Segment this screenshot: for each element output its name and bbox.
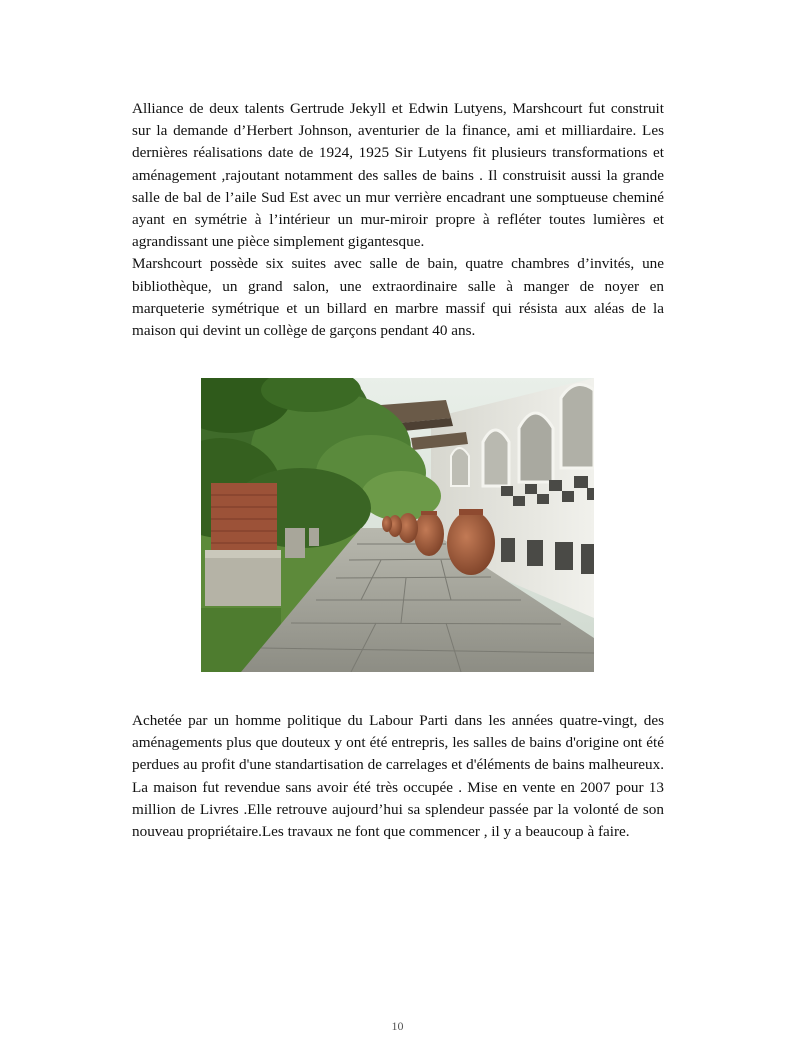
page-number: 10 xyxy=(391,1019,404,1033)
garden-pergola-photo xyxy=(201,378,594,672)
text-block-bottom xyxy=(132,710,664,843)
paragraph-rooms: Marshcourt possède six suites avec salle de bain, quatre chambres d’invités, une bibliothèque, un grand salon, une extraordinaire salle à manger de noyer en marqueterie symétrique et un billard en marbre massif qui résista aux aléas de la maison qui devint un collège de garçons pendant 40 ans. xyxy=(132,255,664,340)
paragraph-sale: Achetée par un homme politique du Labour Parti dans les années quatre-vingt, des aménagements plus que douteux y ont été entrepris, les salles de bains d'origine ont été perdues au profit d'une standartisation de carrelages et d'éléments de bains malheureux. La maison fut revendue sans avoir été très occupée . Mise en vente en 2007 pour 13 million de Livres .Elle retrouve aujourd’hui sa splendeur passée par la volonté de son nouveau propriétaire.Les travaux ne font que commencer , il y a beaucoup à faire. xyxy=(132,712,664,841)
text-block-top xyxy=(132,98,664,342)
paragraph-history: Alliance de deux talents Gertrude Jekyll et Edwin Lutyens, Marshcourt fut construit sur la demande d’Herbert Johnson, aventurier de la finance, ami et milliardaire. Les dernières réalisations date de 1924, 1925 Sir Lutyens fit plusieurs transformations et aménagement ,rajoutant notamment des salles de bains . Il construisit aussi la grande salle de bal de l’aile Sud Est avec un mur verrière encadrant une somptueuse cheminé ayant en symétrie à l’intérieur un mur-miroir propre à refléter toutes lumières et agrandissant une pièce simplement gigantesque. xyxy=(132,100,664,251)
